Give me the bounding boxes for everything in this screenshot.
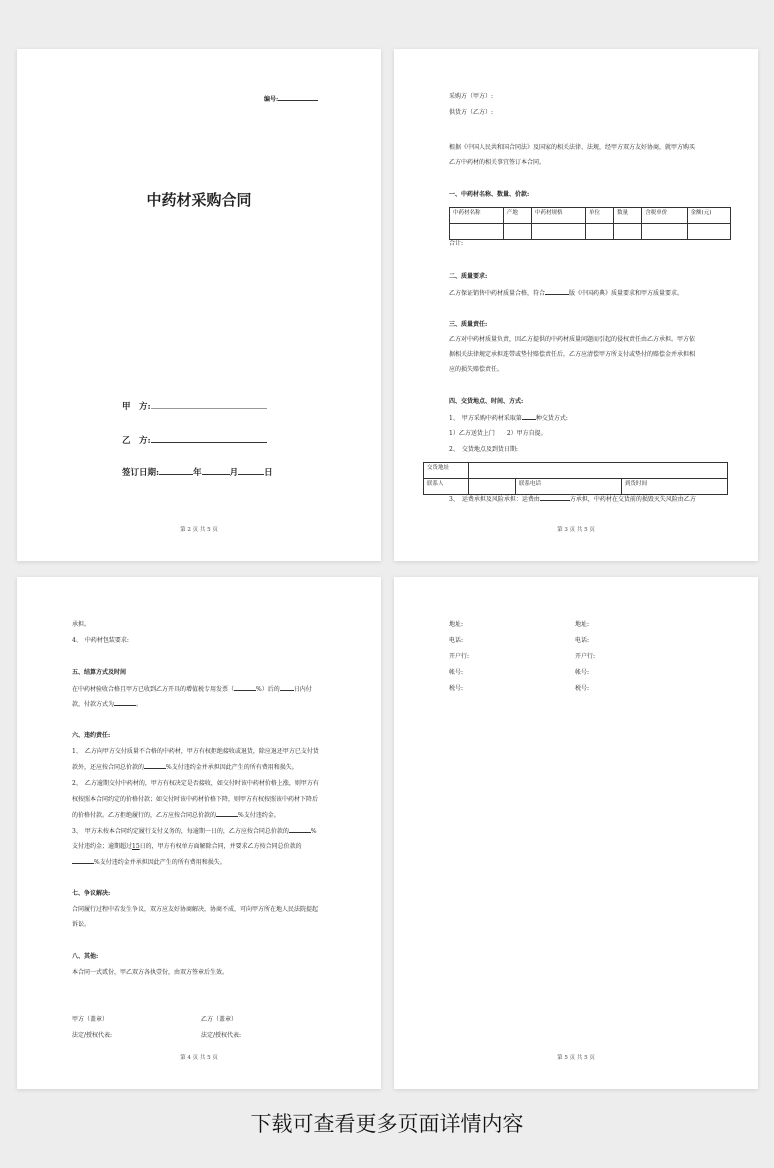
table-header-cell: 金额(元) bbox=[687, 208, 730, 224]
table-row bbox=[424, 463, 728, 479]
contract-page-cover bbox=[17, 49, 381, 561]
section-heading: 二、质量要求: bbox=[449, 273, 488, 280]
table-cell: 交货地址 bbox=[424, 463, 469, 479]
section-heading: 七、争议解决: bbox=[72, 890, 111, 897]
breach-text: 3、 甲方未按本合同约定履行支付义务的，每逾期一日的，乙方应按合同总价款的 % bbox=[72, 828, 317, 835]
intro-text: 乙方中药材的相关事宜签订本合同。 bbox=[449, 159, 546, 166]
contract-page-3 bbox=[17, 577, 381, 1089]
contract-page-4 bbox=[394, 577, 758, 1089]
page-footer: 第 4 页 共 5 页 bbox=[180, 1055, 218, 1061]
section-heading: 三、质量责任: bbox=[449, 321, 488, 328]
party-b-tax-id: 税号: bbox=[575, 685, 590, 692]
contract-title: 中药材采购合同 bbox=[146, 191, 252, 209]
party-a-tax-id: 税号: bbox=[449, 685, 464, 692]
intro-text: 根据《中国人民共和国合同法》及国家的相关法律、法规，经甲方双方友好协商，就甲方购买 bbox=[449, 144, 696, 151]
section-heading: 八、其他: bbox=[72, 953, 99, 960]
dispute-text: 诉讼。 bbox=[72, 921, 91, 928]
party-b-rep: 法定/授权代表: bbox=[201, 1032, 242, 1039]
party-a-address: 地址: bbox=[449, 621, 464, 628]
settlement-text: 款，付款方式为 。 bbox=[72, 701, 143, 708]
liability-text: 据相关法律规定承担连带或垫付赔偿责任后，乙方应清偿甲方所支付或垫付的赔偿金并承担相 bbox=[449, 351, 696, 358]
contract-page-2 bbox=[394, 49, 758, 561]
party-a-field: 甲 方: bbox=[122, 399, 267, 412]
party-a-rep: 法定/授权代表: bbox=[72, 1032, 113, 1039]
total-label: 合计: bbox=[449, 240, 464, 247]
party-b-account: 帐号: bbox=[575, 669, 590, 676]
page-footer: 第 3 页 共 5 页 bbox=[557, 527, 595, 533]
party-b-address: 地址: bbox=[575, 621, 590, 628]
table-header-cell: 单位 bbox=[585, 208, 613, 224]
body-text: 4、 中药材包装要求: bbox=[72, 637, 129, 644]
delivery-method: 1、 甲方采购中药材采取第 种交货方式: bbox=[449, 415, 568, 422]
freight-text: 3、 运费承担及风险承担：运费由 方承担，中药材在交货前的损毁灭失风险由乙方 bbox=[449, 496, 696, 503]
dispute-text: 合同履行过程中若发生争议，双方应友好协商解决，协商不成，可向甲方所在地人民法院提起 bbox=[72, 906, 319, 913]
table-cell: 联系电话 bbox=[516, 479, 622, 495]
breach-text: %支付违约金并承担因此产生的所有费用和损失。 bbox=[72, 857, 226, 867]
table-header-cell: 中药材规格 bbox=[532, 208, 586, 224]
party-b-phone: 电话: bbox=[575, 637, 590, 644]
party-b-bank: 开户行: bbox=[575, 653, 596, 660]
liability-text: 应的损失赔偿责任。 bbox=[449, 366, 504, 373]
table-cell: 联系人 bbox=[424, 479, 469, 495]
table-header-cell: 中药材名称 bbox=[450, 208, 504, 224]
settlement-text: 在中药材验收合格且甲方已收到乙方开具的增值税专用发票（ %）后的 日内付 bbox=[72, 686, 312, 693]
breach-text: 1、 乙方向甲方交付质量不合格的中药材，甲方有权拒绝接收或退货，除应退还甲方已支付货 bbox=[72, 748, 319, 755]
table-header-cell: 数量 bbox=[614, 208, 642, 224]
breach-text: 的价格付款。乙方拒绝履行的，乙方应按合同总价款的 %支付违约金。 bbox=[72, 812, 280, 819]
page-footer: 第 2 页 共 5 页 bbox=[180, 527, 218, 533]
contract-number: 编号: bbox=[264, 93, 318, 104]
party-b-field: 乙 方: bbox=[122, 433, 267, 446]
table-header-row bbox=[450, 208, 731, 224]
buyer-line: 采购方（甲方）: bbox=[449, 93, 494, 100]
table-cell: 到货时间 bbox=[622, 479, 728, 495]
table-header-cell: 产地 bbox=[503, 208, 531, 224]
party-a-bank: 开户行: bbox=[449, 653, 470, 660]
table-header-cell: 含税单价 bbox=[642, 208, 687, 224]
download-caption: 下载可查看更多页面详情内容 bbox=[250, 1112, 524, 1136]
breach-text: 款外，还应按合同总价款的 %支付违约金并承担因此产生的所有费用和损失。 bbox=[72, 764, 298, 771]
party-a-seal: 甲方（盖章） bbox=[72, 1016, 109, 1023]
party-a-account: 帐号: bbox=[449, 669, 464, 676]
table-row bbox=[424, 479, 728, 495]
section-heading: 六、违约责任: bbox=[72, 732, 111, 739]
section-heading: 一、中药材名称、数量、价款: bbox=[449, 191, 530, 198]
party-a-phone: 电话: bbox=[449, 637, 464, 644]
goods-table bbox=[449, 207, 731, 240]
liability-text: 乙方对中药材质量负责，因乙方提供的中药材质量问题而引起的侵权责任由乙方承担。甲方依 bbox=[449, 336, 696, 343]
body-text: 承担。 bbox=[72, 621, 91, 628]
delivery-place: 2、 交货地点及到货日期: bbox=[449, 446, 518, 453]
breach-text: 2、 乙方逾期交付中药材的，甲方有权决定是否接收，如交付时该中药材价格上涨，则甲方有 bbox=[72, 780, 319, 787]
section-heading: 五、结算方式及时间 bbox=[72, 669, 127, 676]
page-footer: 第 5 页 共 5 页 bbox=[557, 1055, 595, 1061]
party-b-seal: 乙方（盖章） bbox=[201, 1016, 238, 1023]
table-row bbox=[450, 224, 731, 240]
delivery-options: 1）乙方送货上门 2）甲方自提。 bbox=[449, 430, 547, 437]
supplier-line: 供货方（乙方）: bbox=[449, 109, 494, 116]
breach-text: 支付违约金；逾期超过15日的，甲方有权单方面解除合同，并要求乙方按合同总价款的 bbox=[72, 843, 302, 850]
breach-text: 权按照本合同约定的价格付款；如交付时该中药材价格下降，则甲方有权按照该中药材下降后 bbox=[72, 796, 319, 803]
section-heading: 四、交货地点、时间、方式: bbox=[449, 398, 524, 405]
delivery-table bbox=[423, 462, 728, 495]
quality-text: 乙方保证销售中药材质量合格，符合 版《中国药典》质量要求和甲方质量要求。 bbox=[449, 290, 684, 297]
sign-date-field: 签订日期: 年 月 日 bbox=[122, 465, 273, 478]
other-text: 本合同一式贰份，甲乙双方各执壹份，由双方签章后生效。 bbox=[72, 969, 229, 976]
